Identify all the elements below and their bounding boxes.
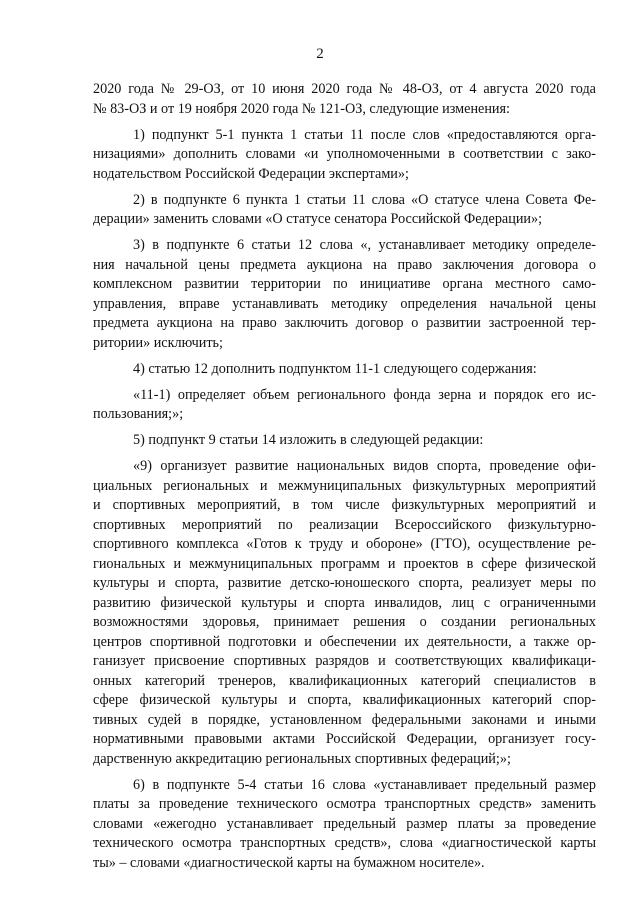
text-line: центров спортивной подготовки и обеспечении их деятельности, а также ор- [93,633,596,650]
text-line: 3) в подпункте 6 статьи 12 слова «, устанавливает методику определе- [133,237,596,253]
text-line: сфере физической культуры и спорта, квалификационных категорий спор- [93,692,596,708]
text-line: нодательством Российской Федерации экспертами»; [93,165,409,182]
text-line: словами «ежегодно устанавливает предельный размер платы за проведение [93,815,596,832]
paragraph-item-5-quote [93,457,596,769]
text-line: тивных судей в порядке, установленном федеральными законами и иными [93,711,596,728]
text-line: 2) в подпункте 6 пункта 1 статьи 11 слова «О статусе члена Совета Фе- [133,191,596,208]
text-line: ты» – словами «диагностической карты на бумажном носителе». [93,854,485,871]
text-line: предмета аукциона на право заключить договор о развитии застроенной тер- [93,315,596,331]
paragraph-item-6 [93,776,596,874]
text-line: культуры и спорта, развитие детско-юношеского спорта, реализует меры по [93,575,596,591]
paragraph-item-3 [93,236,596,353]
text-line: 6) в подпункте 5-4 статьи 16 слова «устанавливает предельный размер [133,776,596,793]
text-line: гиональных и межмуниципальных программ и проектов в сфере физической [93,555,596,572]
text-line: дерации» заменить словами «О статусе сенатора Российской Федерации»; [93,211,543,227]
page-number: 2 [316,46,324,62]
document-body [93,80,596,880]
text-line: развитию физической культуры и спорта инвалидов, лиц с ограниченными [93,594,596,611]
text-line: 4) статью 12 дополнить подпунктом 11-1 следующего содержания: [133,360,537,377]
paragraph-intro [93,80,596,119]
text-line: нормативными правовыми актами Российской Федерации, организует госу- [93,731,596,747]
text-line: 5) подпункт 9 статьи 14 изложить в следующей редакции: [133,432,484,448]
text-line: спортивных мероприятий по реализации Всероссийского физкультурно- [93,516,596,533]
text-line: «11-1) определяет объем регионального фонда зерна и порядок его ис- [133,386,596,403]
text-line: управления, вправе устанавливать методику определения начальной цены [93,295,596,312]
text-line: дарственную аккредитацию региональных спортивных федераций;»; [93,750,511,767]
text-line: спортивного комплекса «Готов к труду и обороне» (ГТО), осуществление ре- [93,536,596,552]
paragraph-item-2 [93,191,596,230]
text-line: циальных региональных и межмуниципальных физкультурных мероприятий [93,477,596,494]
text-line: комплексном развитии территории по инициативе органа местного само- [93,276,596,292]
text-line: пользования;»; [93,406,184,422]
paragraph-item-4-quote [93,386,596,425]
text-line: возможностями здоровья, принимает решения о создании региональных [93,614,596,630]
text-line: ритории» исключить; [93,334,223,351]
text-line: ния начальной цены предмета аукциона на право заключения договора о [93,256,596,273]
text-line: низациями» дополнить словами «и уполномоченными в соответствии с зако- [93,146,596,162]
text-line: ганизует присвоение спортивных разрядов и соответствующих квалификаци- [93,653,596,669]
text-line: и спортивных мероприятий, в том числе физкультурных мероприятий и [93,497,596,513]
text-line: «9) организует развитие национальных видов спорта, проведение офи- [133,458,596,474]
text-line: 2020 года № 29-ОЗ, от 10 июня 2020 года № 48-ОЗ, от 4 августа 2020 года [93,81,596,97]
paragraph-item-1 [93,126,596,185]
text-line: 1) подпункт 5-1 пункта 1 статьи 11 после слов «предоставляются орга- [133,126,596,143]
text-line: технического осмотра транспортных средств», слова «диагностической карты [93,835,596,851]
text-line: платы за проведение технического осмотра транспортных средств» заменить [93,796,596,812]
paragraph-item-5 [93,431,596,451]
text-line: № 83-ОЗ и от 19 ноября 2020 года № 121-ОЗ, следующие изменения: [93,100,510,117]
paragraph-item-4 [93,360,596,380]
text-line: онных категорий тренеров, квалификационных категорий специалистов в [93,672,596,689]
